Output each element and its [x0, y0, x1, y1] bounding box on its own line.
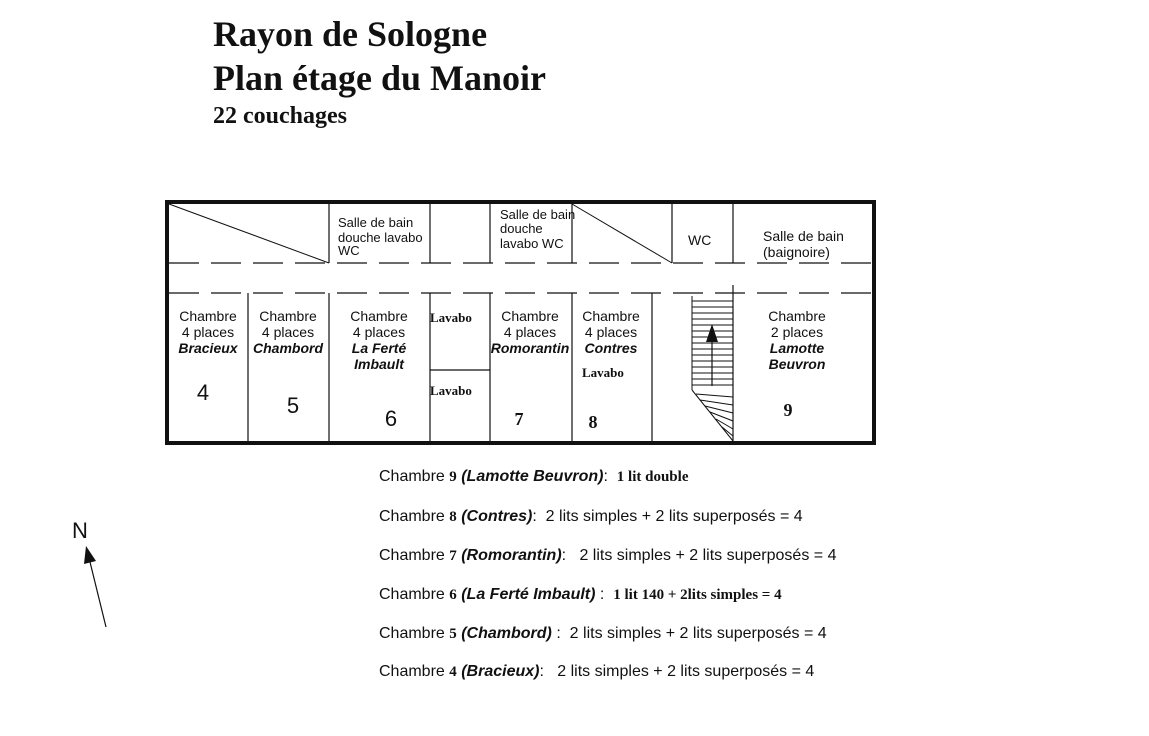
legend-sep: : — [603, 468, 608, 485]
north-arrow-icon — [84, 546, 96, 564]
room-6-line-1: Chambre — [350, 308, 408, 324]
legend-sep: : — [532, 508, 537, 525]
room-4-line-1: Chambre — [179, 308, 237, 324]
room-9-name-2: Beuvron — [768, 356, 826, 372]
legend-row-9 — [379, 468, 688, 486]
room-7-number: 7 — [514, 409, 524, 429]
room-4-line-2: 4 places — [181, 324, 235, 340]
bath1-line-3: WC — [338, 243, 360, 258]
bath2-line-3: lavabo WC — [500, 236, 564, 251]
legend-desc: 2 lits simples + 2 lits superposés = 4 — [569, 625, 827, 642]
legend-desc: 2 lits simples + 2 lits superposés = 4 — [557, 663, 815, 680]
lavabo-label-2: Lavabo — [430, 383, 472, 398]
room-8-number: 8 — [588, 412, 598, 432]
legend-num: 9 — [449, 469, 457, 485]
room-8-name: Contres — [584, 340, 638, 356]
legend-desc: 1 lit double — [616, 469, 689, 485]
room-7-line-1: Chambre — [501, 308, 559, 324]
room-6-name-2: Imbault — [354, 356, 404, 372]
room-5-number: 5 — [286, 393, 300, 418]
room-9-line-2: 2 places — [770, 324, 824, 340]
legend-row-7 — [379, 547, 836, 565]
legend-sep: : — [599, 586, 605, 603]
stair-arrow-up-icon — [706, 324, 718, 342]
title-line-3: 22 couchages — [213, 103, 347, 129]
bath3-line-1: Salle de bain — [763, 228, 844, 244]
legend-desc: 2 lits simples + 2 lits superposés = 4 — [579, 547, 837, 564]
bath1-line-2: douche lavabo — [338, 230, 423, 245]
compass-north-label: N — [72, 518, 88, 543]
legend-pre: Chambre — [379, 508, 445, 525]
lavabo-label-1: Lavabo — [430, 310, 472, 325]
room-8-line-1: Chambre — [582, 308, 640, 324]
title-line-1: Rayon de Sologne — [213, 14, 488, 54]
room-6-number: 6 — [384, 406, 398, 431]
legend-name: (Bracieux) — [461, 663, 540, 680]
room-6-line-2: 4 places — [352, 324, 406, 340]
legend-name: (La Ferté Imbault) — [461, 586, 596, 603]
legend-pre: Chambre — [379, 625, 445, 642]
room-5-line-2: 4 places — [261, 324, 315, 340]
legend-name: (Lamotte Beuvron) — [461, 468, 604, 485]
void-diagonal — [572, 204, 672, 263]
legend-desc: 2 lits simples + 2 lits superposés = 4 — [545, 508, 803, 525]
legend-row-5 — [379, 625, 827, 643]
room-7-line-2: 4 places — [503, 324, 557, 340]
bath2-line-1: Salle de bain — [500, 207, 576, 222]
lavabo-label-3: Lavabo — [582, 365, 624, 380]
legend-num: 8 — [449, 509, 457, 525]
bath1-line-1: Salle de bain — [338, 215, 414, 230]
legend-num: 6 — [449, 587, 457, 603]
room-9-line-1: Chambre — [768, 308, 826, 324]
legend-row-6 — [379, 586, 782, 604]
legend-pre: Chambre — [379, 586, 445, 603]
legend-name: (Contres) — [461, 508, 533, 525]
room-9-number: 9 — [783, 400, 793, 420]
legend-num: 7 — [449, 548, 457, 564]
legend-pre: Chambre — [379, 663, 445, 680]
legend-sep: : — [539, 663, 544, 680]
room-7-name: Romorantin — [490, 340, 570, 356]
room-8-line-2: 4 places — [584, 324, 638, 340]
legend-num: 4 — [449, 664, 457, 680]
room-6-name-1: La Ferté — [351, 340, 407, 356]
bath2-line-2: douche — [500, 221, 543, 236]
legend-row-8 — [379, 508, 803, 526]
legend-desc: 1 lit 140 + 2lits simples = 4 — [613, 587, 782, 603]
legend-sep: : — [556, 625, 561, 642]
legend-sep: : — [561, 547, 567, 564]
legend-row-4 — [379, 663, 814, 681]
legend-pre: Chambre — [379, 468, 445, 485]
title-line-2: Plan étage du Manoir — [213, 58, 546, 98]
legend-name: (Romorantin) — [461, 547, 562, 564]
compass-arrow-shaft — [90, 562, 106, 627]
wc-label: WC — [688, 232, 712, 248]
legend-num: 5 — [449, 626, 457, 642]
bath3-line-2: (baignoire) — [763, 244, 830, 260]
room-5-name: Chambord — [253, 340, 323, 356]
void-diagonal — [169, 204, 329, 263]
legend-pre: Chambre — [379, 547, 445, 564]
room-5-line-1: Chambre — [259, 308, 317, 324]
legend-name: (Chambord) — [461, 625, 552, 642]
room-4-name: Bracieux — [178, 340, 238, 356]
room-9-name-1: Lamotte — [769, 340, 825, 356]
room-4-number: 4 — [196, 380, 210, 405]
